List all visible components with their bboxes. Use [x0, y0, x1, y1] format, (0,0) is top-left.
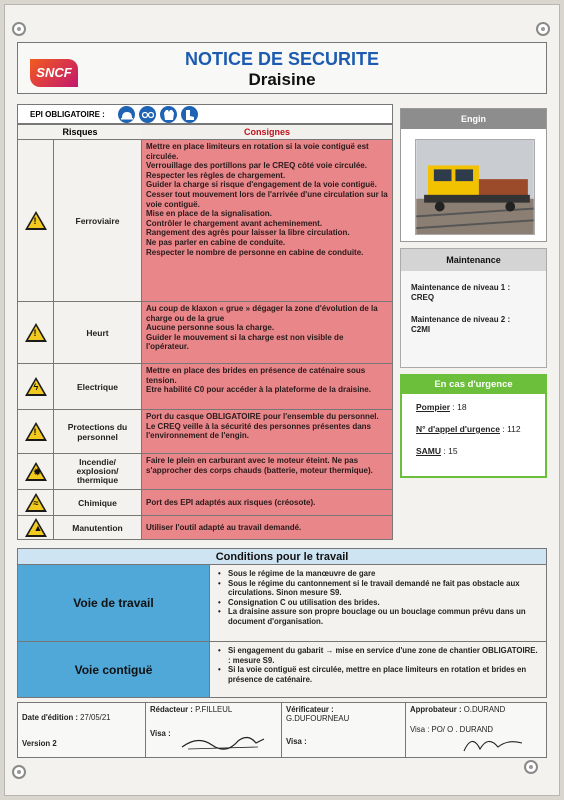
- redacteur-value: P.FILLEUL: [195, 705, 233, 714]
- emergency-title: En cas d'urgence: [402, 376, 545, 394]
- list-item: • Si la voie contiguë est circulée, mettre en place limiteurs en rotation et brides en présence de caténaire.: [218, 665, 540, 684]
- risk-label: Heurt: [54, 302, 142, 363]
- maintenance-n2-value: C2MI: [411, 325, 431, 334]
- document-footer: [17, 702, 547, 758]
- verificateur-label: Vérificateur :: [286, 705, 334, 714]
- emergency-box: [400, 374, 547, 478]
- list-item: • Consignation C ou utilisation des brides.: [218, 598, 540, 608]
- helmet-icon: [118, 106, 135, 123]
- date-label: Date d'édition :: [22, 713, 78, 722]
- conditions-title: Conditions pour le travail: [18, 549, 546, 565]
- signature-approbateur: [458, 731, 528, 755]
- handling-hazard-icon: ▲: [25, 518, 47, 537]
- maintenance-title: Maintenance: [401, 249, 546, 271]
- consignes-cell: Faire le plein en carburant avec le moteur éteint. Ne pas s'approcher des corps chauds (batterie, moteur thermique).: [142, 454, 392, 489]
- screw-top-left: [12, 22, 26, 36]
- consignes-cell: Port des EPI adaptés aux risques (créosote).: [142, 490, 392, 515]
- risk-label: Protections du personnel: [54, 410, 142, 453]
- screw-bottom-left: [12, 765, 26, 779]
- engin-box: [400, 108, 547, 242]
- notice-header: [17, 42, 547, 94]
- voie-contigue-row: [18, 641, 546, 697]
- visa-verificateur-label: Visa :: [286, 737, 307, 746]
- signature-redacteur: [178, 729, 268, 753]
- risk-label: Ferroviaire: [54, 140, 142, 301]
- consignes-header: Consignes: [142, 125, 392, 139]
- risk-row-manutention: [18, 515, 392, 539]
- risk-row-chimique: [18, 489, 392, 515]
- list-item: • Sous le régime de la manœuvre de gare: [218, 569, 540, 579]
- risk-label: Incendie/ explosion/ thermique: [54, 454, 142, 489]
- list-item: • Sous le régime du cantonnement si le travail demandé ne fait pas obstacle aux circulations. Sinon mesure S9.: [218, 579, 540, 598]
- boots-icon: [181, 106, 198, 123]
- draisine-photo: [415, 139, 535, 235]
- list-item: • La draisine assure son propre bouclage ou un bouclage commun prévu dans un document d'organisation.: [218, 607, 540, 626]
- pompier-label: Pompier: [416, 402, 451, 412]
- maintenance-box: [400, 248, 547, 368]
- samu-number: : 15: [443, 446, 458, 456]
- risk-label: Chimique: [54, 490, 142, 515]
- consignes-cell: Port du casque OBLIGATOIRE pour l'ensemble du personnel. Le CREQ veille à la sécurité des personnes présentes dans l'environnement de l'engin.: [142, 410, 392, 453]
- risk-table: [17, 124, 393, 540]
- vest-icon: [160, 106, 177, 123]
- voie-travail-list: [218, 569, 540, 627]
- page-title: NOTICE DE SECURITE: [184, 49, 380, 69]
- verificateur-value: G.DUFOURNEAU: [286, 714, 350, 723]
- samu-label: SAMU: [416, 446, 442, 456]
- sncf-logo: SNCF: [30, 59, 78, 87]
- risk-row-protections: [18, 409, 392, 453]
- consignes-cell: Mettre en place limiteurs en rotation si la voie contiguë est circulée. Verrouillage des portillons par le CREQ côté voie circulée. Respecter les règles de chargement. Guider la charge si risque d'engagement de la voie contiguë. Cesser tout mouvement lors de l'arrivée d'une circulation sur la voie contiguë. Mise en place de la signalisation. Contrôler le chargement avant acheminement. Rangement des agrès pour laisser la libre circulation. Ne pas parler en cabine de conduite. Respecter le nombre de personne en cabine de conduite.: [142, 140, 392, 301]
- voie-contigue-list: [218, 646, 540, 684]
- engin-title: Engin: [401, 109, 546, 129]
- voie-contigue-label: Voie contiguë: [18, 642, 210, 697]
- screw-bottom-right: [524, 760, 538, 774]
- visa-approbateur: Visa : PO/ O . DURAND: [410, 725, 494, 734]
- urgence-number: : 112: [502, 424, 521, 434]
- maintenance-n1-value: CREQ: [411, 293, 435, 302]
- voie-travail-row: [18, 565, 546, 641]
- version-label: Version 2: [22, 739, 57, 748]
- maintenance-n2-label: Maintenance de niveau 2 :: [411, 315, 511, 324]
- risques-header: Risques: [62, 127, 98, 137]
- risk-label: Electrique: [54, 364, 142, 409]
- warning-icon: !: [25, 422, 47, 441]
- screw-top-right: [536, 22, 550, 36]
- risk-row-heurt: [18, 301, 392, 363]
- page-subtitle: Draisine: [248, 70, 316, 89]
- date-value: 27/05/21: [80, 713, 111, 722]
- approbateur-label: Approbateur :: [410, 705, 462, 714]
- glasses-icon: [139, 106, 156, 123]
- risk-label: Manutention: [54, 516, 142, 539]
- voie-travail-label: Voie de travail: [18, 565, 210, 641]
- redacteur-label: Rédacteur :: [150, 705, 193, 714]
- pompier-number: : 18: [452, 402, 467, 412]
- warning-icon: !: [25, 211, 47, 230]
- warning-icon: !: [25, 323, 47, 342]
- fire-hazard-icon: ✹: [25, 462, 47, 481]
- urgence-label: N° d'appel d'urgence: [416, 424, 500, 434]
- consignes-cell: Au coup de klaxon « grue » dégager la zone d'évolution de la charge ou de la grue Aucune personne sous la charge. Guider le mouvement si la charge est non visible de l'opérateur.: [142, 302, 392, 363]
- risk-row-electrique: [18, 363, 392, 409]
- list-item: • Si engagement du gabarit → mise en service d'une zone de chantier OBLIGATOIRE. : mesure S9.: [218, 646, 540, 665]
- chemical-hazard-icon: ≈: [25, 493, 47, 512]
- risk-row-ferroviaire: [18, 139, 392, 301]
- visa-redacteur-label: Visa :: [150, 729, 171, 738]
- consignes-cell: Utiliser l'outil adapté au travail demandé.: [142, 516, 392, 539]
- approbateur-value: O.DURAND: [463, 705, 506, 714]
- conditions-table: [17, 548, 547, 698]
- epi-label: EPI OBLIGATOIRE :: [30, 110, 105, 119]
- electric-hazard-icon: ϟ: [25, 377, 47, 396]
- maintenance-n1-label: Maintenance de niveau 1 :: [411, 283, 511, 292]
- consignes-cell: Mettre en place des brides en présence de caténaire sous tension. Etre habilité C0 pour accéder à la plateforme de la draisine.: [142, 364, 392, 409]
- epi-box: [17, 104, 393, 124]
- risk-row-incendie: [18, 453, 392, 489]
